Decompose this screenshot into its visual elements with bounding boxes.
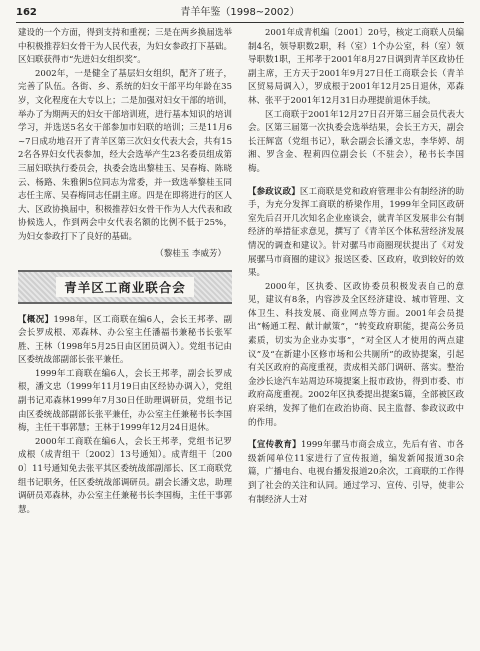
section-tag: 【参政议政】 bbox=[248, 186, 300, 197]
right-column bbox=[248, 27, 464, 645]
section-tag: 【宣传教育】 bbox=[248, 440, 302, 451]
paragraph: 2001年成青机编〔2001〕20号，核定工商联人员编制4名，领导职数2职，科（室）1个办公室，科（室）领导职数1职，王邦孝于2001年8月27日调到青羊区政协任副主席，王方天于2001年9月27日任工商联会长（青羊区贸易局调入），罗成根于2001年12月25日退休，邓森林、张平于2001年12月31日办理提前退休手续。 bbox=[248, 28, 464, 106]
left-column bbox=[18, 27, 232, 645]
section-title: 青羊区工商业联合会 bbox=[56, 277, 194, 297]
paragraph bbox=[248, 439, 464, 507]
paragraph: 2002年，一是健全了基层妇女组织，配齐了班子，完善了队伍。各街、乡、系统的妇女干部平均年龄在35岁，文化程度在大专以上；二是加强对妇女干部的培训，举办了为期两天的妇女干部培训班，进行基本知识的培训学习，并选送5名女干部参加市妇联的培训；三是11月6~7日成功地召开了青羊区第三次妇女代表大会，共有152名各界妇女代表参加，经大会选举产生23名委员组成第三届妇联执行委员会，执委会选出黎桂玉、吴春梅、陈晓云、杨路、朱雅俐5位同志为常委，并一致选举黎桂玉同志任主席、吴春梅同志任副主席。四是在即将进行的区人大、区政协换届中，积极推荐妇女骨干作为人大代表和政协候选人，作到两会中女代表名额的比例不低于25%，为妇女参政打下了良好的基础。 bbox=[18, 68, 232, 242]
paragraph: 2000年工商联在编6人，会长王邦孝，党组书记罗成根（成青组干〔2002〕13号通知）。成青组干〔2000〕11号通知免去张平其区委统战部副部长、区工商联党组书记职务，任区委统战部调研员。副会长潘文忠，助理调研员邓森林，办公室主任兼秘书长李国梅，主任干事郭慧。 bbox=[18, 436, 232, 515]
section-tag: 【概况】 bbox=[18, 314, 54, 325]
section-banner bbox=[18, 270, 232, 304]
running-title: 青羊年鉴（1998~2002） bbox=[180, 7, 300, 18]
author-signature: （黎桂玉 李威芳） bbox=[155, 248, 226, 259]
paragraph-text: 1998年，区工商联在编6人，会长王邦孝、副会长罗成根、邓森林、办公室主任潘福书兼秘书长张军胜、王林（1998年5月25日由区团员调入）。党组书记由区委统战部副部长张平兼任。 bbox=[18, 314, 232, 366]
paragraph bbox=[18, 314, 232, 368]
paragraph-text: 1999年骡马市商会成立，先后有省、市各级新闻单位11家进行了宣传报道，编发新闻报道30余篇，广播电台、电视台播发报道20余次，工商联的工作得到了社会的关注和认同。通过学习、宣传、引导，使非公有制经济人士对 bbox=[248, 440, 464, 505]
paragraph: 区工商联于2001年12月27日召开第三届会员代表大会。区第三届第一次执委会选举结果，会长王方天，副会长汪辉富（党组书记），耿会副会长潘文忠，李华婷、胡湘、罗含金、程莉四位副会长（不驻会），秘书长李国梅。 bbox=[248, 109, 464, 174]
page-header bbox=[16, 4, 464, 23]
page-number: 162 bbox=[16, 7, 37, 18]
paragraph: 建设的一个方面，得到支持和重视；三是在两乡换届选举中积极推荐妇女骨干为人民代表，为妇女参政打下基础。区妇联获得市“先进妇女组织奖”。 bbox=[18, 28, 232, 66]
paragraph-text: 区工商联是党和政府管理非公有制经济的助手，为充分发挥工商联的桥梁作用，1999年全同区政研室先后召开几次知名企业座谈会，就青羊区发展非公有制经济的举措征求意见，撰写了《青羊区个体私营经济发展情况的调查和建议》。针对骡马市商圈现状提出了《对发展骡马市商圈的建议》报送区委、区政府，收到较好的效果。 bbox=[248, 186, 464, 279]
paragraph bbox=[248, 186, 464, 281]
spacer bbox=[248, 430, 464, 439]
paragraph: 2000年，区执委、区政协委员积极发表自己的意见，建议有8条，内容涉及全区经济建设、城市管理、文体卫生、科技发展、商业网点等方面。2001年会员提出“畅通工程、献计献策”，“转变政府职能，提高公务员素质，切实为企业办实事”，“对全区人才使用的两点建议”及“在新建小区修市场和公共厕所”的政协提案，引起有关区政府的高度重视，责成相关部门调研、落实。整治金沙长途汽车站周边环境提案上报市政协，得到市委、市政府高度重视。2002年区执委提出提案5篇，全部被区政府采纳，发挥了他们在政治协商、民主监督、参政议政中的作用。 bbox=[248, 281, 464, 428]
paragraph: 1999年工商联在编6人，会长王邦孝，副会长罗成根，潘文忠（1999年11月19日由区经协办调入），党组副书记邓森林1999年7月30日任助理调研员，党组书记由区委统战部副部长张平兼任，办公室主任兼秘书长李国梅，主任干事郭慧；王林于1999年12月24日退休。 bbox=[18, 368, 232, 434]
spacer bbox=[248, 177, 464, 186]
